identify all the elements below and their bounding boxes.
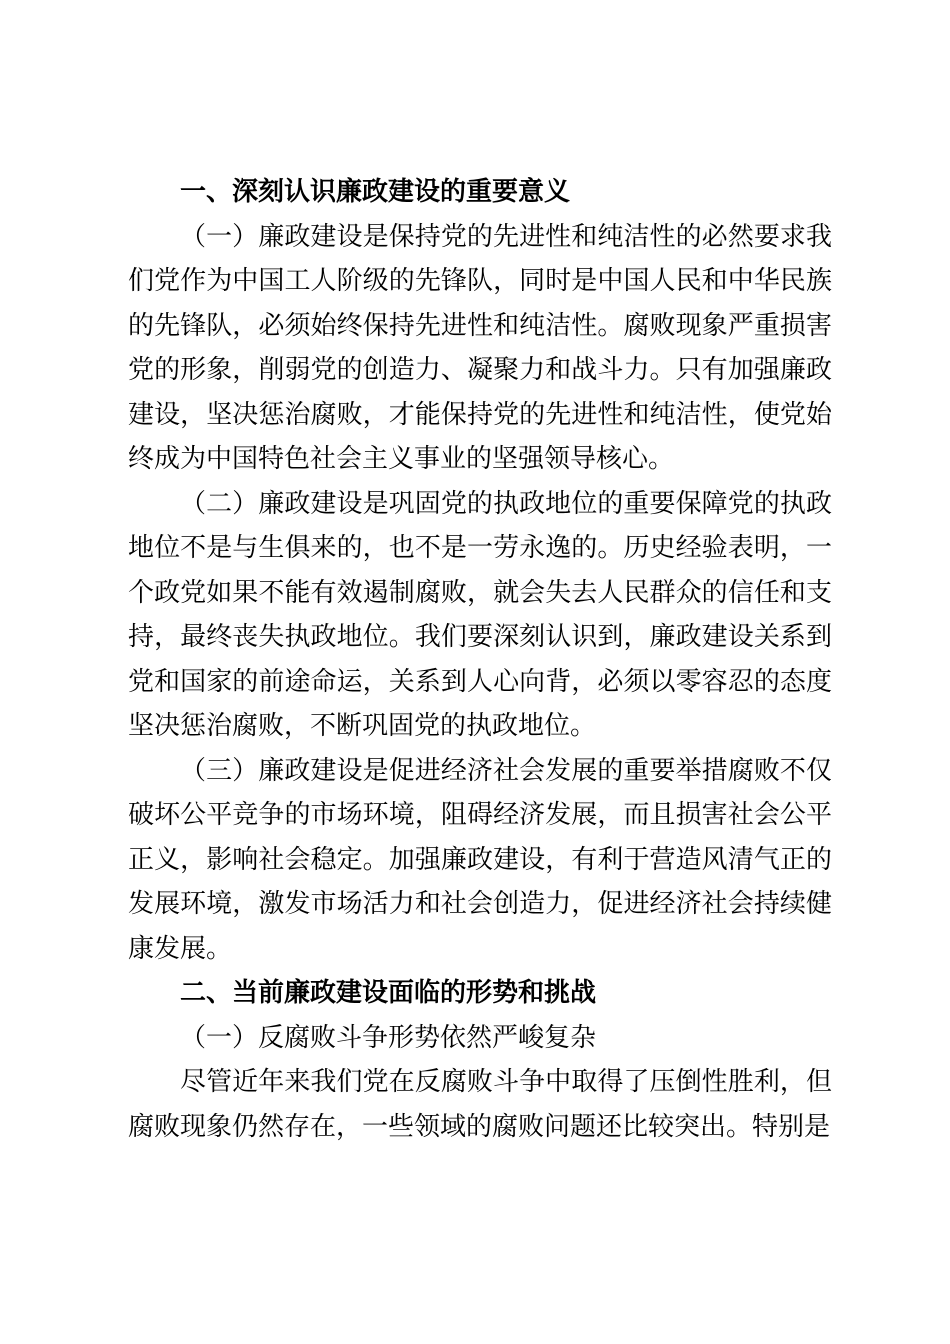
paragraph-4: 尽管近年来我们党在反腐败斗争中取得了压倒性胜利，但腐败现象仍然存在，一些领域的腐败问题还比较突出。特别是: [128, 1067, 832, 1142]
section-heading-1: 一、深刻认识廉政建设的重要意义: [180, 177, 571, 207]
document-body: [128, 170, 832, 1149]
paragraph-1: （一）廉政建设是保持党的先进性和纯洁性的必然要求我们党作为中国工人阶级的先锋队，同时是中国人民和中华民族的先锋队，必须始终保持先进性和纯洁性。腐败现象严重损害党的形象，削弱党的创造力、凝聚力和战斗力。只有加强廉政建设，坚决惩治腐败，才能保持党的先进性和纯洁性，使党始终成为中国特色社会主义事业的坚强领导核心。: [128, 221, 832, 474]
subheading-1: （一）反腐败斗争形势依然严峻复杂: [180, 1022, 597, 1053]
paragraph-2: （二）廉政建设是巩固党的执政地位的重要保障党的执政地位不是与生俱来的，也不是一劳永逸的。历史经验表明，一个政党如果不能有效遏制腐败，就会失去人民群众的信任和支持，最终丧失执政地位。我们要深刻认识到，廉政建设关系到党和国家的前途命运，关系到人心向背，必须以零容忍的态度坚决惩治腐败，不断巩固党的执政地位。: [128, 488, 832, 741]
paragraph-3: （三）廉政建设是促进经济社会发展的重要举措腐败不仅破坏公平竞争的市场环境，阻碍经济发展，而且损害社会公平正义，影响社会稳定。加强廉政建设，有利于营造风清气正的发展环境，激发市场活力和社会创造力，促进经济社会持续健康发展。: [128, 755, 832, 964]
section-heading-2: 二、当前廉政建设面临的形势和挑战: [180, 978, 597, 1008]
